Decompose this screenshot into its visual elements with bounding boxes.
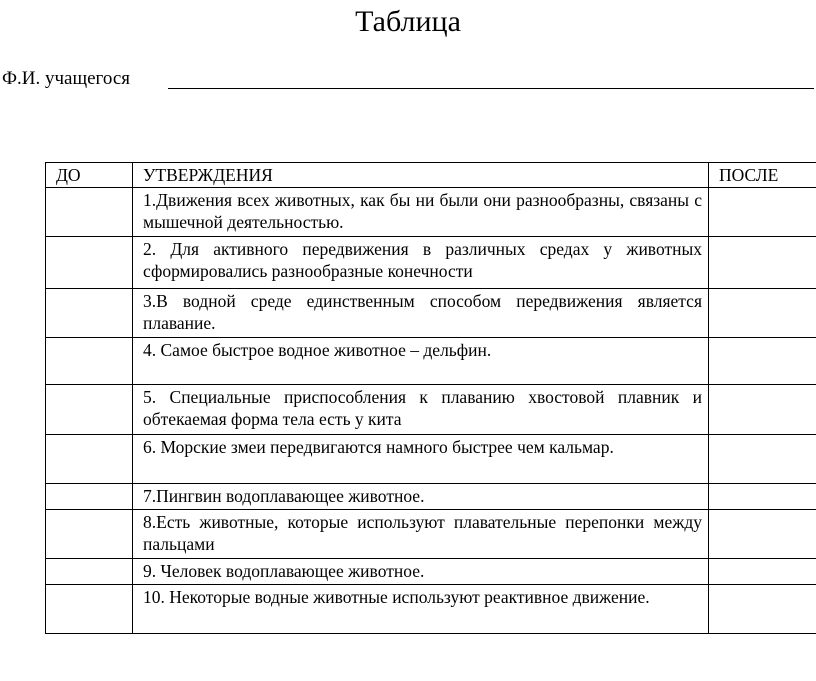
before-cell[interactable]	[46, 435, 133, 484]
table-row	[46, 338, 816, 385]
page-title: Таблица	[355, 5, 461, 38]
table-row	[46, 237, 816, 289]
after-cell[interactable]	[709, 559, 816, 585]
before-cell[interactable]	[46, 585, 133, 634]
before-cell[interactable]	[46, 289, 133, 338]
header-statements: УТВЕРЖДЕНИЯ	[133, 163, 709, 188]
before-cell[interactable]	[46, 338, 133, 385]
after-cell[interactable]	[709, 338, 816, 385]
statement-cell: 10. Некоторые водные животные используют реактивное движение.	[133, 585, 709, 634]
after-cell[interactable]	[709, 237, 816, 289]
table-row	[46, 385, 816, 435]
table-header-row	[46, 163, 816, 188]
student-name-blank	[168, 88, 814, 89]
table-row	[46, 435, 816, 484]
after-cell[interactable]	[709, 188, 816, 237]
statement-cell: 1.Движения всех животных, как бы ни были они разнообразны, связаны с мышечной деятельностью.	[133, 188, 709, 237]
after-cell[interactable]	[709, 484, 816, 510]
before-cell[interactable]	[46, 188, 133, 237]
table-row	[46, 559, 816, 585]
after-cell[interactable]	[709, 510, 816, 559]
table-row	[46, 585, 816, 634]
statement-cell: 3.В водной среде единственным способом передвижения является плавание.	[133, 289, 709, 338]
table-row	[46, 188, 816, 237]
table-row	[46, 510, 816, 559]
before-cell[interactable]	[46, 510, 133, 559]
statement-cell: 7.Пингвин водоплавающее животное.	[133, 484, 709, 510]
after-cell[interactable]	[709, 585, 816, 634]
statements-table	[45, 162, 816, 634]
after-cell[interactable]	[709, 289, 816, 338]
after-cell[interactable]	[709, 385, 816, 435]
table-row	[46, 289, 816, 338]
after-cell[interactable]	[709, 435, 816, 484]
statement-cell: 4. Самое быстрое водное животное – дельфин.	[133, 338, 709, 385]
before-cell[interactable]	[46, 385, 133, 435]
statement-cell: 6. Морские змеи передвигаются намного быстрее чем кальмар.	[133, 435, 709, 484]
statement-cell: 8.Есть животные, которые используют плавательные перепонки между пальцами	[133, 510, 709, 559]
student-name-line	[2, 68, 814, 94]
before-cell[interactable]	[46, 559, 133, 585]
before-cell[interactable]	[46, 237, 133, 289]
header-before: ДО	[46, 163, 133, 188]
statement-cell: 5. Специальные приспособления к плаванию хвостовой плавник и обтекаемая форма тела есть у кита	[133, 385, 709, 435]
statement-cell: 9. Человек водоплавающее животное.	[133, 559, 709, 585]
table-row	[46, 484, 816, 510]
before-cell[interactable]	[46, 484, 133, 510]
statement-cell: 2. Для активного передвижения в различных средах у животных сформировались разнообразные конечности	[133, 237, 709, 289]
student-name-label: Ф.И. учащегося	[2, 68, 130, 89]
header-after: ПОСЛЕ	[709, 163, 816, 188]
